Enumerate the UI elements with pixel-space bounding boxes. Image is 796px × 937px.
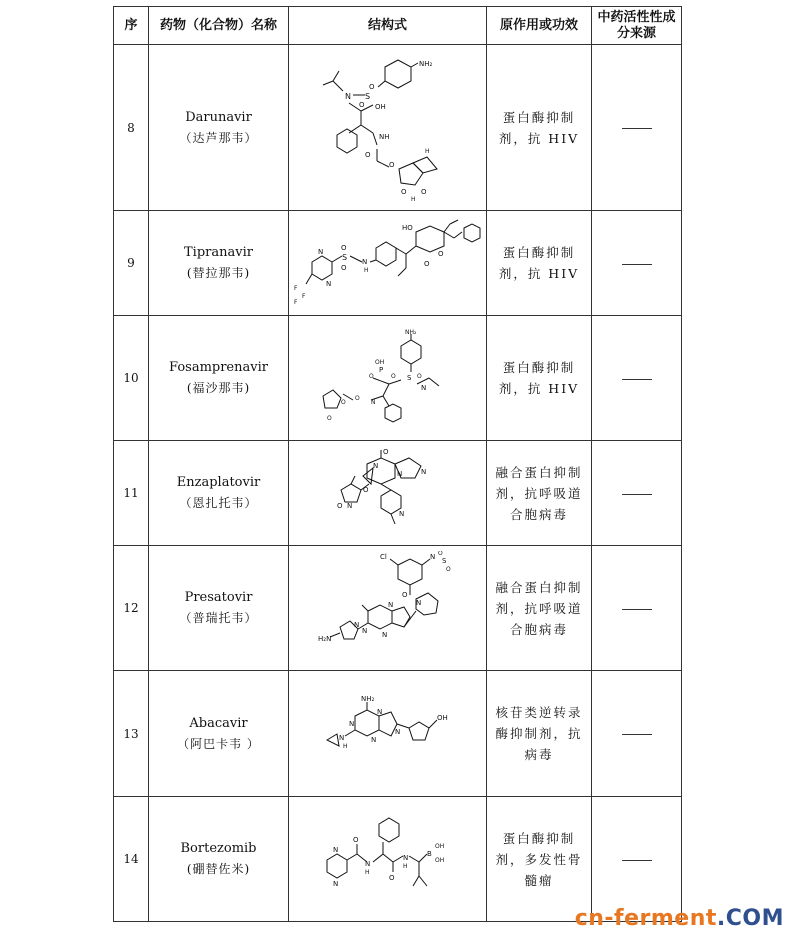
table-row <box>114 797 682 922</box>
svg-text:OH: OH <box>374 102 386 111</box>
svg-text:NH₂: NH₂ <box>418 59 432 68</box>
tcm-cell <box>592 316 682 441</box>
name-cell <box>149 441 289 546</box>
svg-text:N: N <box>346 501 352 510</box>
svg-text:N: N <box>370 399 375 406</box>
action-cell: 融合蛋白抑制 剂，抗呼吸道 合胞病毒 <box>487 546 592 671</box>
action-cell: 蛋白酶抑制 剂，抗 HIV <box>487 211 592 316</box>
svg-text:OH: OH <box>434 843 444 850</box>
svg-text:NH₂: NH₂ <box>404 329 416 336</box>
dash-mark <box>622 494 652 495</box>
header-action: 原作用或功效 <box>487 7 592 45</box>
structure-enzaplatovir <box>333 446 443 541</box>
atom-labels <box>294 224 444 306</box>
svg-text:O: O <box>401 590 408 599</box>
table-row <box>114 441 682 546</box>
atom-labels <box>333 836 444 888</box>
svg-text:N: N <box>338 733 344 742</box>
seq-cell: 8 <box>114 45 149 211</box>
name-cell <box>149 671 289 797</box>
dash-mark <box>622 379 652 380</box>
svg-text:N: N <box>353 620 359 629</box>
svg-text:O: O <box>416 373 422 380</box>
structure-tipranavir <box>292 218 484 308</box>
structure-cell <box>289 546 487 671</box>
svg-text:N: N <box>398 509 404 518</box>
tcm-cell <box>592 211 682 316</box>
svg-text:N: N <box>420 467 426 476</box>
svg-text:Cl: Cl <box>379 552 387 561</box>
action-cell: 蛋白酶抑制 剂，抗 HIV <box>487 45 592 211</box>
svg-text:N: N <box>381 630 387 639</box>
drug-table <box>113 6 682 922</box>
svg-text:F: F <box>293 285 297 292</box>
svg-text:OH: OH <box>374 359 384 366</box>
svg-text:O: O <box>390 373 396 380</box>
dash-mark <box>622 860 652 861</box>
atom-labels <box>327 329 426 422</box>
table-row <box>114 546 682 671</box>
svg-text:O: O <box>340 264 347 272</box>
svg-text:O: O <box>368 82 375 91</box>
action-cell: 核苷类逆转录 酶抑制剂，抗 病毒 <box>487 671 592 797</box>
seq-cell: 12 <box>114 546 149 671</box>
svg-text:OH: OH <box>434 857 444 864</box>
name-cell <box>149 316 289 441</box>
drug-name-en: Abacavir <box>189 715 248 731</box>
svg-text:N: N <box>396 469 402 478</box>
svg-text:H: H <box>363 267 369 274</box>
name-cell <box>149 797 289 922</box>
svg-text:N: N <box>364 860 370 868</box>
structure-cell <box>289 45 487 211</box>
structure-presatovir <box>318 551 458 666</box>
svg-text:O: O <box>326 415 332 422</box>
dash-mark <box>622 128 652 129</box>
structure-cell <box>289 797 487 922</box>
drug-name-cn: (福沙那韦) <box>186 381 251 395</box>
drug-name-cn: （恩扎托韦） <box>179 496 258 510</box>
atom-labels <box>318 551 451 643</box>
svg-text:O: O <box>340 399 346 406</box>
structure-abacavir <box>323 694 453 774</box>
drug-name-en: Enzaplatovir <box>176 475 261 490</box>
svg-text:N: N <box>387 600 393 609</box>
header-structure: 结构式 <box>289 7 487 45</box>
drug-name-cn: （阿巴卡韦 ） <box>177 736 260 751</box>
svg-text:H: H <box>410 195 416 203</box>
svg-text:N: N <box>415 598 421 607</box>
svg-text:S: S <box>406 374 411 382</box>
drug-name-cn: （普瑞托韦） <box>179 611 258 625</box>
svg-text:S: S <box>364 91 370 101</box>
svg-text:O: O <box>358 100 365 109</box>
drug-name-en: Fosamprenavir <box>169 360 268 375</box>
svg-text:O: O <box>352 836 359 844</box>
svg-text:N: N <box>370 735 376 744</box>
watermark <box>575 906 784 931</box>
svg-text:O: O <box>388 874 395 882</box>
svg-text:O: O <box>445 565 451 573</box>
seq-cell: 10 <box>114 316 149 441</box>
table-row <box>114 211 682 316</box>
svg-text:N: N <box>420 384 426 392</box>
svg-text:N: N <box>332 880 338 888</box>
svg-text:H: H <box>342 742 348 750</box>
svg-text:N: N <box>361 626 367 635</box>
header-name: 药物（化合物）名称 <box>149 7 289 45</box>
svg-text:H₂N: H₂N <box>317 634 331 643</box>
structure-cell <box>289 211 487 316</box>
dash-mark <box>622 734 652 735</box>
svg-text:O: O <box>336 501 343 510</box>
action-cell: 蛋白酶抑制 剂，抗 HIV <box>487 316 592 441</box>
tcm-cell <box>592 441 682 546</box>
seq-cell: 13 <box>114 671 149 797</box>
header-seq: 序 <box>114 7 149 45</box>
svg-text:P: P <box>378 366 383 374</box>
tcm-cell <box>592 797 682 922</box>
svg-text:N: N <box>344 91 351 101</box>
dash-mark <box>622 264 652 265</box>
seq-cell: 14 <box>114 797 149 922</box>
drug-name-en: Darunavir <box>185 109 252 125</box>
drug-name-en: Tipranavir <box>184 245 253 260</box>
svg-text:N: N <box>361 258 367 266</box>
drug-name-cn: (替拉那韦) <box>186 266 251 280</box>
svg-text:N: N <box>429 552 435 561</box>
svg-text:H: H <box>364 869 370 876</box>
drug-name-cn: (硼替佐米) <box>186 862 251 876</box>
svg-text:O: O <box>423 260 430 268</box>
header-row <box>114 7 682 45</box>
seq-cell: 9 <box>114 211 149 316</box>
svg-text:S: S <box>441 556 446 565</box>
svg-text:OH: OH <box>436 713 448 722</box>
svg-text:O: O <box>400 187 407 196</box>
svg-text:O: O <box>368 373 374 380</box>
svg-text:H: H <box>402 863 408 870</box>
atom-labels <box>345 60 433 203</box>
drug-name-en: Presatovir <box>184 590 253 605</box>
svg-text:F: F <box>301 293 305 300</box>
svg-text:O: O <box>388 160 395 169</box>
header-tcm: 中药活性性成分来源 <box>592 7 682 45</box>
structure-cell <box>289 316 487 441</box>
svg-text:O: O <box>437 550 443 557</box>
svg-text:B: B <box>426 850 432 858</box>
dash-mark <box>622 609 652 610</box>
svg-text:N: N <box>348 719 354 728</box>
structure-cell <box>289 671 487 797</box>
action-cell: 蛋白酶抑制 剂，多发性骨 髓瘤 <box>487 797 592 922</box>
name-cell <box>149 211 289 316</box>
svg-text:H: H <box>424 147 430 155</box>
tcm-cell <box>592 546 682 671</box>
seq-cell: 11 <box>114 441 149 546</box>
svg-text:N: N <box>325 280 331 288</box>
svg-text:HO: HO <box>401 224 413 232</box>
tcm-cell <box>592 671 682 797</box>
watermark-main: cn-ferment <box>574 906 717 931</box>
svg-text:O: O <box>364 150 371 159</box>
structure-fosamprenavir <box>313 328 463 428</box>
svg-text:N: N <box>376 707 382 716</box>
svg-text:N: N <box>332 846 338 854</box>
table-row <box>114 45 682 211</box>
svg-text:O: O <box>437 250 444 258</box>
table-row <box>114 316 682 441</box>
svg-text:N: N <box>394 727 400 736</box>
name-cell <box>149 45 289 211</box>
svg-text:N: N <box>372 461 378 470</box>
svg-text:N: N <box>317 248 323 256</box>
watermark-suffix: .COM <box>716 906 784 931</box>
svg-text:N: N <box>402 854 408 862</box>
svg-text:O: O <box>420 187 427 196</box>
drug-name-cn: （达芦那韦） <box>179 130 258 145</box>
svg-text:O: O <box>354 395 360 402</box>
tcm-cell <box>592 45 682 211</box>
svg-text:F: F <box>293 299 297 306</box>
structure-bortezomib <box>323 814 453 904</box>
svg-text:S: S <box>341 253 347 262</box>
drug-name-en: Bortezomib <box>180 841 257 856</box>
svg-text:NH: NH <box>378 132 389 141</box>
structure-darunavir <box>303 53 473 203</box>
structure-cell <box>289 441 487 546</box>
svg-text:NH₂: NH₂ <box>360 694 374 703</box>
table-row <box>114 671 682 797</box>
name-cell <box>149 546 289 671</box>
svg-text:O: O <box>382 447 389 456</box>
svg-text:O: O <box>362 485 369 494</box>
action-cell: 融合蛋白抑制 剂，抗呼吸道 合胞病毒 <box>487 441 592 546</box>
svg-text:O: O <box>340 244 347 252</box>
